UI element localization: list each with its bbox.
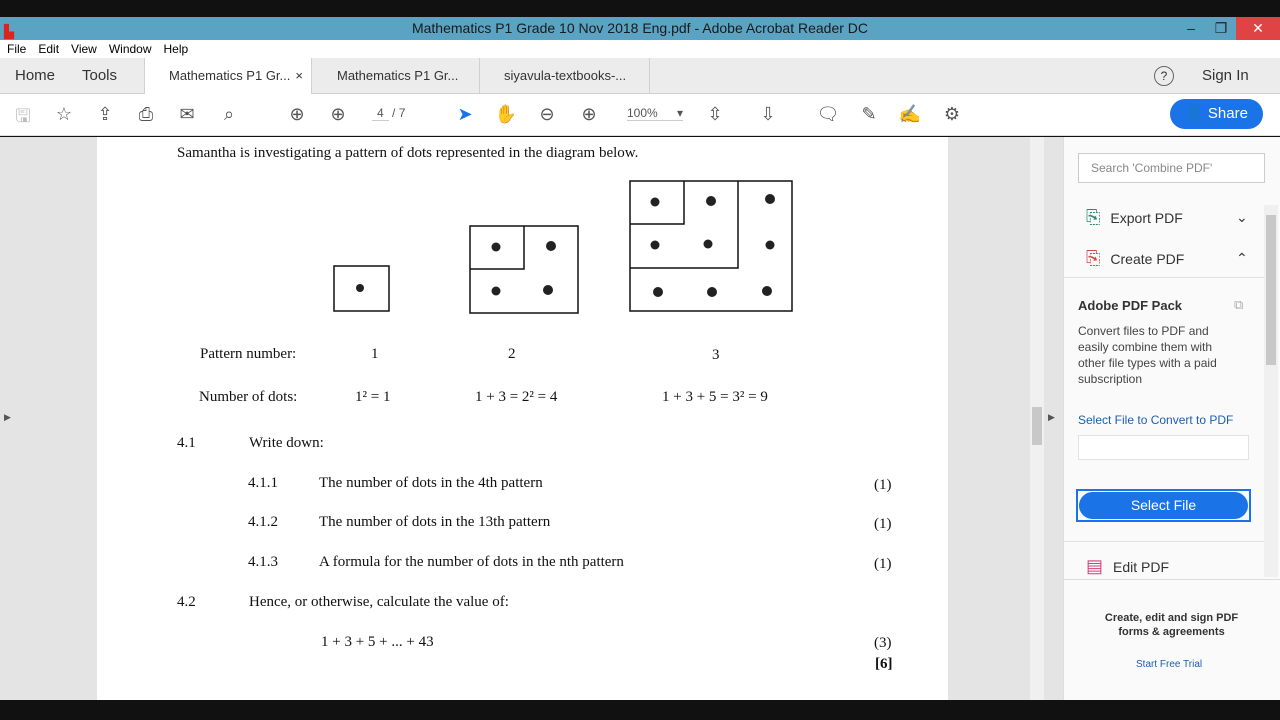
intro-text: Samantha is investigating a pattern of dots represented in the diagram below. (177, 145, 639, 161)
chevron-down-icon: ⌄ (1236, 209, 1248, 225)
scroll-thumb[interactable] (1032, 407, 1042, 445)
vertical-scrollbar[interactable] (1030, 137, 1044, 700)
hand-tool-icon[interactable]: ✋ (494, 104, 518, 124)
menu-file[interactable]: File (7, 42, 27, 56)
help-icon[interactable]: ? (1154, 66, 1174, 86)
page-total: / 7 (392, 106, 406, 120)
pattern-number: 2 (508, 346, 516, 362)
search-icon[interactable]: ⌕ (223, 104, 235, 124)
tab-tools[interactable]: Tools (82, 67, 118, 84)
acrobat-logo-icon: ▙ (4, 24, 14, 39)
tab-home[interactable]: Home (15, 67, 56, 84)
question-number: 4.1 (177, 435, 196, 451)
page-indicator[interactable] (372, 106, 405, 120)
page-number-input[interactable]: 4 (372, 106, 389, 121)
pattern-number-label: Pattern number: (200, 346, 297, 362)
left-panel-toggle-icon[interactable]: ▶ (4, 412, 11, 422)
tab-doc1[interactable] (144, 58, 312, 95)
menu-window[interactable]: Window (108, 42, 152, 56)
pack-description: Convert files to PDF and easily combine them with other file types with a paid subscription (1078, 324, 1217, 386)
select-cursor-icon[interactable]: ➤ (457, 104, 473, 124)
share-user-icon: 👤 (1185, 105, 1204, 122)
number-of-dots-label: Number of dots: (199, 389, 298, 405)
share-button[interactable] (1170, 99, 1263, 129)
export-pdf-label: Export PDF (1110, 209, 1183, 226)
dot-pattern-diagram (97, 137, 948, 337)
bottom-strip (0, 700, 1280, 720)
pack-title: Adobe PDF Pack (1078, 298, 1183, 313)
pattern-number: 3 (712, 347, 720, 363)
pattern-number: 1 (371, 346, 379, 362)
fit-page-icon[interactable]: ⇳ (707, 104, 723, 124)
file-field[interactable] (1078, 435, 1249, 460)
marks: (1) (874, 477, 892, 493)
pack-info-icon[interactable]: ⧉ (1234, 297, 1244, 312)
highlight-pen-icon[interactable]: ✎ (861, 104, 877, 124)
menu-view[interactable]: View (71, 42, 97, 56)
edit-pdf-label: Edit PDF (1113, 558, 1170, 575)
more-tools-icon[interactable]: ⚙ (943, 104, 961, 124)
marks: (1) (874, 556, 892, 572)
star-icon[interactable]: ☆ (55, 104, 73, 124)
scroll-mode-icon[interactable]: ⇩ (760, 104, 776, 124)
window-title: Mathematics P1 Grade 10 Nov 2018 Eng.pdf - Adobe Acrobat Reader DC (411, 20, 869, 36)
title-bar (0, 17, 1280, 40)
menu-edit[interactable]: Edit (38, 42, 60, 56)
right-panel-toggle-icon[interactable]: ▶ (1048, 412, 1055, 422)
math-expression: 1 + 3 + 5 + ... + 43 (321, 634, 434, 650)
marks: (1) (874, 516, 892, 532)
minimize-button[interactable]: – (1187, 20, 1195, 36)
close-button[interactable]: ✕ (1236, 17, 1280, 40)
create-pdf-icon: ⎘ (1086, 248, 1101, 268)
zoom-select[interactable] (627, 106, 683, 121)
export-pdf-item[interactable] (1086, 207, 1246, 228)
select-file-label: Select File (1079, 492, 1248, 519)
print-icon[interactable]: ⎙ (138, 104, 154, 124)
panel-scrollbar[interactable] (1264, 205, 1278, 577)
question-number: 4.1.2 (248, 514, 278, 530)
zoom-in-icon[interactable]: ⊕ (581, 104, 597, 124)
document-area (0, 137, 1063, 700)
promo-text: Create, edit and sign PDF forms & agreements (1104, 612, 1239, 638)
question-number: 4.2 (177, 594, 196, 610)
dots-count: 1 + 3 + 5 = 3² = 9 (662, 389, 768, 405)
tab-doc3[interactable]: siyavula-textbooks-... (480, 58, 650, 94)
question-number: 4.1.3 (248, 554, 278, 570)
next-page-icon[interactable]: ⊕ (330, 104, 346, 124)
pdf-page (97, 137, 948, 700)
zoom-value: 100% (627, 106, 658, 120)
create-pdf-label: Create PDF (1110, 250, 1185, 267)
question-text: The number of dots in the 13th pattern (319, 514, 551, 530)
edit-pdf-icon: ▤ (1086, 556, 1104, 576)
sign-in-link[interactable]: Sign In (1202, 67, 1249, 84)
edit-pdf-item[interactable] (1086, 556, 1246, 577)
menu-help[interactable]: Help (163, 42, 189, 56)
create-pdf-item[interactable] (1086, 248, 1246, 269)
close-tab-icon[interactable]: × (295, 68, 303, 83)
tab-bar (0, 58, 1280, 94)
upload-cloud-icon[interactable]: ⇪ (97, 104, 113, 124)
tab-label: Mathematics P1 Gr... (169, 68, 291, 83)
marks: (3) (874, 635, 892, 651)
dots-count: 1² = 1 (355, 389, 391, 405)
search-tools-input[interactable]: Search 'Combine PDF' (1078, 153, 1265, 183)
email-icon[interactable]: ✉ (179, 104, 195, 124)
question-number: 4.1.1 (248, 475, 278, 491)
select-file-button[interactable] (1076, 489, 1251, 522)
previous-page-icon[interactable]: ⊕ (289, 104, 305, 124)
export-pdf-icon: ⎘ (1086, 207, 1101, 227)
start-free-trial-link[interactable]: Start Free Trial (1136, 659, 1203, 670)
question-text: Hence, or otherwise, calculate the value of: (249, 594, 509, 610)
question-text: The number of dots in the 4th pattern (319, 475, 543, 491)
tools-pane (1063, 137, 1280, 700)
question-text: A formula for the number of dots in the nth pattern (319, 554, 624, 570)
restore-button[interactable]: ❐ (1214, 20, 1228, 36)
total-marks: [6] (875, 656, 893, 672)
share-label: Share (1207, 105, 1248, 122)
question-text: Write down: (249, 435, 324, 451)
chevron-down-icon: ▾ (676, 106, 683, 120)
save-icon[interactable]: 🖫 (15, 106, 31, 126)
zoom-out-icon[interactable]: ⊖ (539, 104, 555, 124)
select-file-label: Select File to Convert to PDF (1078, 413, 1234, 427)
menu-bar (0, 40, 1280, 58)
sign-icon[interactable]: ✍ (898, 104, 922, 124)
comment-icon[interactable]: 🗨 (816, 104, 840, 124)
tab-doc2[interactable]: Mathematics P1 Gr... (312, 58, 480, 94)
chevron-up-icon: ⌃ (1236, 250, 1248, 266)
dots-count: 1 + 3 = 2² = 4 (475, 389, 558, 405)
